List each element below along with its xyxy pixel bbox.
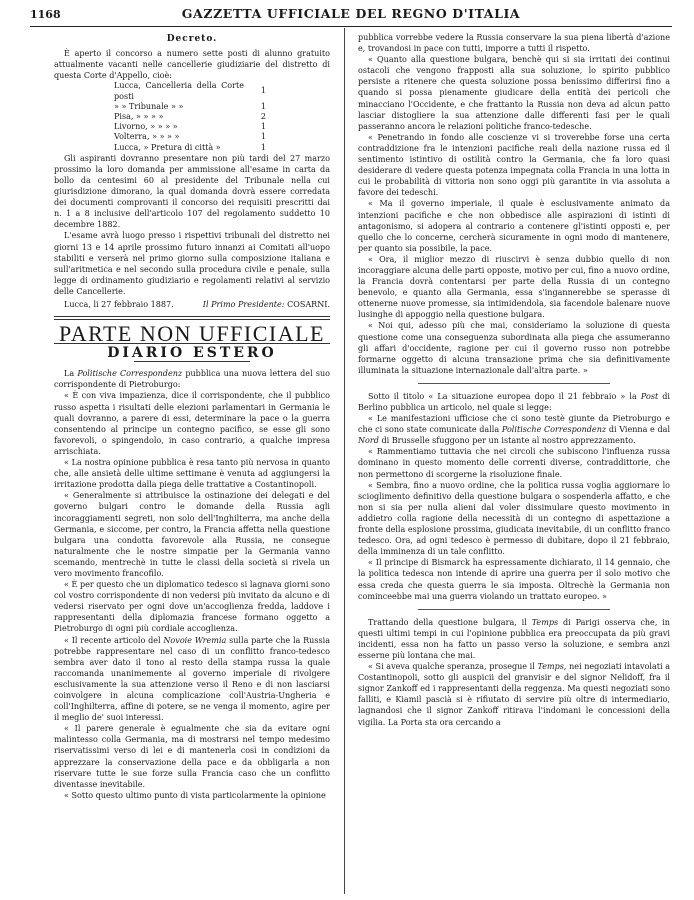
article-paragraph: « Generalmente si attribuisce la ostinazione dei delegati e del governo bulgari contro le domande della Russia agli incoraggiamenti segreti, non solo dell'Inghilterra, ma anche della Germania, e siccome, per contro, la Francia affetta nella questione bulgara una condotta favorevole alla Russia, ne consegue naturalmente che le nostre simpatie per la Germania vanno scemando, mentrechè in tutte le classi della società si rivela un vero movimento francofilo. <box>54 491 330 578</box>
article-paragraph: « Penetrando in fondo alle coscienze vi si troverebbe forse una certa contraddizione fra le intenzioni pacifiche reali della nazione russa ed il sentimento istintivo di ostilità contro la Germania, che fa loro quasi desiderare di vedere questa potenza impegnata colla Francia in una lotta in cui le probabilità di vittoria non sono oggi più garantite in via assoluta a favore dei tedeschi. <box>358 132 670 198</box>
subsection-heading: DIARIO ESTERO <box>107 345 277 362</box>
article-separator <box>418 609 610 610</box>
article-paragraph: « Il parere generale è egualmente che sia da evitare ogni malintesso colla Germania, ma di mostrarsi nel tempo medesimo riservatissimi verso di lei e di mantenerla così in condizioni da apprezzare la conservazione della pace e da obbligarla a non riservare tutte le sue forze sulla Francia caso che un conflitto diventasse inevitabile. <box>54 724 330 789</box>
article-paragraph: « Si aveva qualche speranza, prosegue il Temps, nei negoziati intavolati a Costantinopoli, sotto gli auspicii del granvisir e del signor Nelidoff, fra il signor Zankoff ed i rappresentanti della reggenza. Ma questi negoziati sono falliti, e Kiamil pascià si è rifiutato di servire più oltre di intermediario, lagnandosi che il signor Zankoff ritirava l'indomani le concessioni della vigilia. La Porta sta ora cercando a <box>358 662 670 727</box>
article-paragraph: pubblica vorrebbe vedere la Russia conservare la sua piena libertà d'azione e, trovandosi in pace con tutti, imporre a tutti il rispetto. <box>358 33 670 54</box>
article-paragraph: « Sembra, fino a nuovo ordine, che la politica russa voglia aggiornare lo scioglimento definitivo della questione bulgara o sospenderla affatto, e che non si sia per nulla alieni dal voler dissimulare questo movimento in addietro colla ragione della necessità di un contegno di aspettazione a fronte della esplosione prossima, giudicata inevitabile, di un conflitto franco tedesco. Ora, ad ogni tedesco è permesso di dubitare, dopo il 21 febbraio, della imminenza di un tale conflitto. <box>358 480 670 557</box>
signature-title: Il Primo Presidente: <box>202 300 285 310</box>
decreto-intro: È aperto il concorso a numero sette posti di alunno gratuito attualmente vacanti nelle cancellerie giudiziarie del distretto di questa Corte d'Appello, cioè: <box>54 49 330 81</box>
right-column <box>358 32 670 728</box>
article-paragraph: Trattando della questione bulgara, il Temps di Parigi osserva che, in questi ultimi tempi in cui l'opinione pubblica era preoccupata da più gravi incidenti, essa non ha fatto un passo verso la soluzione, e sembra anzi esserne più lontana che mai. <box>358 617 670 660</box>
article-paragraph: La Politische Correspondenz pubblica una nuova lettera del suo corrispondente di Pietroburgo: <box>54 369 330 390</box>
article-paragraph: « La nostra opinione pubblica è resa tanto più nervosa in quanto che, alle ansietà delle ultime settimane è venuta ad aggiungersi la irritazione prodotta dalla piega delle trattative a Costantinopoli. <box>54 458 330 490</box>
signature-name: COSARNI. <box>287 300 330 310</box>
article-paragraph: « Ma il governo imperiale, il quale è esclusivamente animato da intenzioni pacifiche e che non obbedisce alle aspirazioni di istinti di antagonismo, si adopera al contrario a contenere gl'istinti opposti e, per quello che lo concerne, cercherà sicuramente in ogni modo di mantenere, per quanto sia possibile, la pace. <box>358 199 670 253</box>
page-number: 1168 <box>30 8 61 21</box>
table-row: » » Tribunale » » 1 <box>114 101 266 111</box>
signature-line <box>54 299 330 310</box>
left-column <box>54 32 330 801</box>
article-paragraph: « Il principe di Bismarck ha espressamente dichiarato, il 14 gennaio, che la politica tedesca non intende di aprire una guerra per il solo motivo che essa creda che questa guerra le sia imposta. Oltrechè la Germania non cominceebbe mai una guerra violando un trattato europeo. » <box>358 558 670 601</box>
article-paragraph: « Il recente articolo del Novoie Wremia sulla parte che la Russia potrebbe rappresentare nel caso di un conflitto franco-tedesco sembra aver dato il tono al resto della stampa russa la quale raccomanda unanimemente al governo imperiale di rivolgere esclusivamente la sua attenzione verso il Reno e di non lasciarsi coinvolgere in alcuna complicazione coll'Austria-Ungheria e coll'Inghilterra, affine di potere, se ne venga il momento, agire per il meglio de' suoi interessi. <box>54 635 330 723</box>
section-rule <box>54 316 330 317</box>
article-separator <box>418 383 610 384</box>
article-paragraph: « Le manifestazioni ufficiose che ci sono testè giunte da Pietroburgo e che ci sono state comunicate dalla Politische Correspondenz di Vienna e dal Nord di Brusselle sfuggono per un istante al nostro apprezzamento. <box>358 414 670 446</box>
article-paragraph: « È con viva impazienza, dice il corrispondente, che il pubblico russo aspetta i risultati delle elezioni parlamentari in Germania le quali dovranno, a parere di essi, determinare la pace o la guerra consentendo al principe un contegno pacifico, se esse gli sono favorevoli, o spingendolo, in caso contrario, a qualche impresa arrischiata. <box>54 391 330 456</box>
decreto-paragraph: L'esame avrà luogo presso i rispettivi tribunali del distretto nei giorni 13 e 14 aprile prossimo futuro innanzi ai Comitati all'uopo stabiliti e verserà nel primo giorno sulla composizione italiana e sull'aritmetica e nel secondo sulla procedura civile e penale, sulla legge di ordinamento giudiziario e regolamenti relativi al servizio delle Cancellerie. <box>54 231 330 296</box>
article-paragraph: « Quanto alla questione bulgara, benchè qui si sia irritati dei continui ostacoli che vengono frapposti alla sua soluzione, lo spirito pubblico persiste a ritenere che questa soluzione possa benissimo differirsi fino a quando si possa pienamente giudicare della entità dei pericoli che minacciano l'Occidente, e che frattanto la Russia non deva ad alcun patto lasciar distogliere la sua attenzione dalle differenti fasi per le quali passeranno ancora le relazioni politiche franco-tedesche. <box>358 55 670 131</box>
article-paragraph: « È per questo che un diplomatico tedesco si lagnava giorni sono col vostro corrispondente di non vedersi più invitato da alcuno e di vedersi riservato per ogni dove un'accoglienza fredda, laddove i rappresentanti della diplomazia francese formano oggetto a Pietroburgo di ogni più cordiale accoglienza. <box>54 580 330 634</box>
article-paragraph: « Rammentiamo tuttavia che nei circoli che subiscono l'influenza russa dominano in questo momento delle correnti diverse, contraddittorie, che non permettono di scorgerne la risoluzione finale. <box>358 447 670 479</box>
article-paragraph: « Ora, il miglior mezzo di riuscirvi è senza dubbio quello di non incoraggiare alcuna delle parti opposte, motivo per cui, fino a nuovo ordine, la Francia dovrà contentarsi per parte della Russia di un contegno benevolo, e quanto alla Germania, essa s'ingannerebbe se sperasse di ottenerne nuove promesse, sia intimidendola, sia facendole balenare nuove lusinghe di appoggio nella questione bulgara. <box>358 254 670 320</box>
subsection-rule <box>134 361 250 362</box>
section-heading: PARTE NON UFFICIALE <box>59 321 325 347</box>
column-divider <box>344 28 345 894</box>
table-row: Lucca, Cancelleria della Corte posti 1 <box>114 81 266 101</box>
decreto-title: Decreto. <box>166 34 218 44</box>
article-paragraph: « Sotto questo ultimo punto di vista particolarmente la opinione <box>64 790 326 800</box>
signature-place-date: Lucca, li 27 febbraio 1887. <box>64 300 174 310</box>
table-row: Pisa, » » » » 2 <box>114 111 266 121</box>
header-rule <box>30 26 672 27</box>
article-paragraph: « Noi qui, adesso più che mai, consideriamo la soluzione di questa questione come una conseguenza subordinata alla piega che assumeranno gli affari d'occidente, ragione per cui il governo russo non potrebbe formarne oggetto di alcuna transazione prima che sia definitivamente illuminata la situazione internazionale dall'altra parte. » <box>358 321 670 375</box>
section-rule <box>54 319 330 320</box>
article-paragraph: Sotto il titolo « La situazione europea dopo il 21 febbraio » la Post di Berlino pubblica un articolo, nel quale si legge: <box>358 391 670 412</box>
posts-table <box>54 81 330 152</box>
newspaper-title: GAZZETTA UFFICIALE DEL REGNO D'ITALIA <box>181 6 521 21</box>
page-header <box>30 6 672 24</box>
table-row: Lucca, » Pretura di città » 1 <box>114 142 266 152</box>
table-row: Volterra, » » » » 1 <box>114 132 266 142</box>
decreto-paragraph: Gli aspiranti dovranno presentare non più tardi del 27 marzo prossimo la loro domanda per ammissione all'esame in carta da bollo da centesimi 60 al presidente del Tribunale nella cui giurisdizione dimorano, la qual domanda dovrà essere corredata dei documenti comprovanti il concorso dei requisiti prescritti dai n. 1 a 8 inclusive dell'articolo 107 del regolamento suddetto 10 decembre 1882. <box>54 153 330 230</box>
table-row: Livorno, » » » » 1 <box>114 122 266 132</box>
